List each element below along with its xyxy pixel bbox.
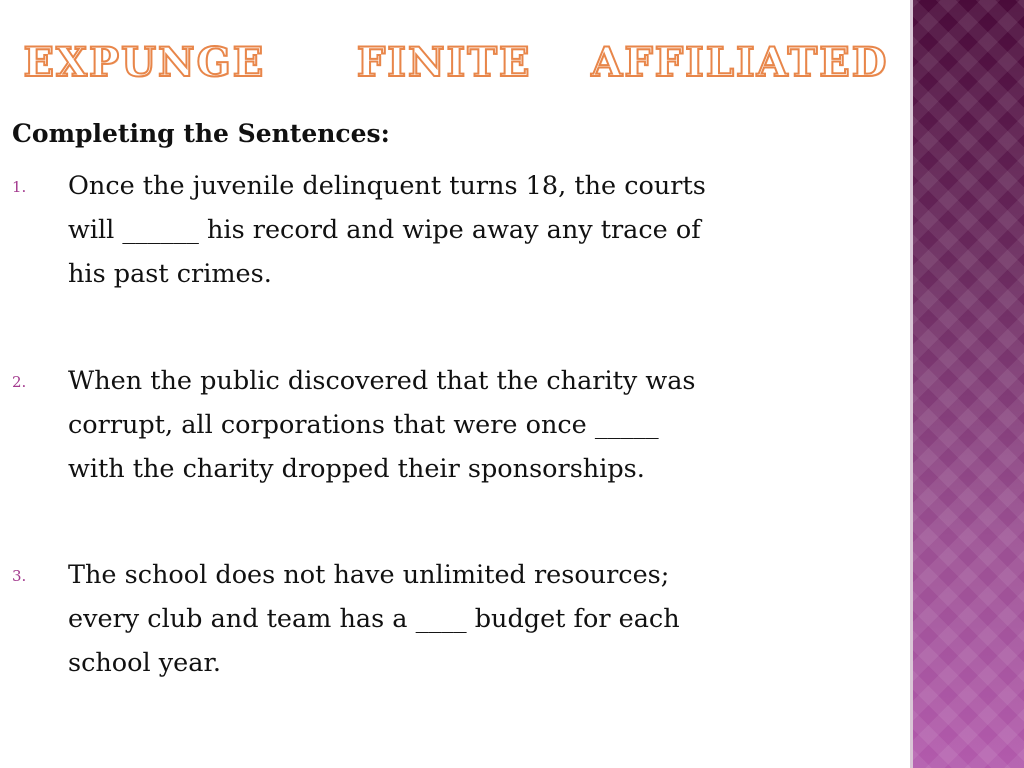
slide-title [0,38,912,88]
title-word-affiliated: AFFILIATED [591,39,889,86]
list-item-number: 2. [12,373,27,391]
side-band-edge [910,0,913,768]
list-item-text: When the public discovered that the charity was corrupt, all corporations that were once _____ with the charity dropped their sponsorships. [68,366,696,484]
title-word-finite: FINITE [356,39,532,86]
section-heading: Completing the Sentences: [12,119,390,148]
decorative-side-band [912,0,1024,768]
list-item-number: 3. [12,567,27,585]
list-item-text: The school does not have unlimited resources; every club and team has a ____ budget for each school year. [68,560,680,678]
list-item-text: Once the juvenile delinquent turns 18, the courts will ______ his record and wipe away any trace of his past crimes. [68,171,706,289]
title-word-expunge: EXPUNGE [23,39,266,86]
list-item-number: 1. [12,178,27,196]
